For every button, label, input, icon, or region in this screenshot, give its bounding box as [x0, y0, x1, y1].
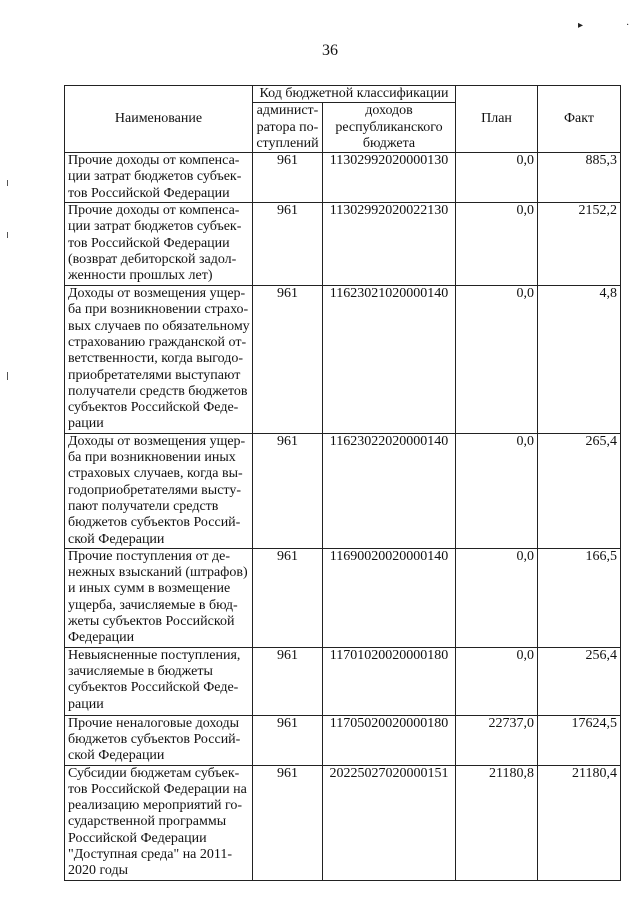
header-admin-line: ратора по-	[256, 119, 319, 135]
table-row	[65, 765, 621, 880]
cell-name-line: ской Федерации	[68, 531, 165, 547]
cell-name-line: "Доступная среда" на 2011-	[68, 846, 233, 862]
cell-plan: 22737,0	[456, 715, 538, 765]
cell-name-line: страховых случаев, когда вы-	[68, 466, 243, 482]
header-income-line: республиканского	[335, 119, 443, 135]
cell-name-line: рации	[68, 696, 104, 712]
table-row	[65, 715, 621, 765]
cell-name-line: женности прошлых лет)	[68, 268, 213, 284]
cell-admin: 961	[253, 286, 323, 434]
cell-code: 11302992020022130	[323, 203, 456, 286]
cell-name-line: зачисляемые в бюджеты	[68, 663, 213, 679]
cell-name-line: ба при возникновении иных	[68, 450, 236, 466]
cell-fact: 256,4	[538, 647, 621, 715]
cell-name	[65, 765, 253, 880]
cell-code: 11701020020000180	[323, 647, 456, 715]
cell-fact: 2152,2	[538, 203, 621, 286]
cell-plan: 0,0	[456, 203, 538, 286]
cell-plan: 0,0	[456, 433, 538, 548]
cell-name-line: нежных взысканий (штрафов)	[68, 565, 248, 581]
cell-name-line: страхованию гражданской от-	[68, 334, 247, 350]
cell-code: 11705020020000180	[323, 715, 456, 765]
cell-fact: 166,5	[538, 548, 621, 647]
cell-name-line: тов Российской Федерации	[68, 235, 230, 251]
table-row	[65, 647, 621, 715]
cell-name	[65, 715, 253, 765]
header-income-line: доходов	[365, 103, 413, 119]
cell-name	[65, 286, 253, 434]
cell-fact: 265,4	[538, 433, 621, 548]
header-admin-line: ступлений	[256, 135, 319, 151]
cell-fact: 4,8	[538, 286, 621, 434]
cell-name-line: Прочие поступления от де-	[68, 548, 231, 564]
cell-name-line: сударственной программы	[68, 814, 227, 830]
cell-name-line: Доходы от возмещения ущер-	[68, 433, 246, 449]
cell-name-line: ции затрат бюджетов субъек-	[68, 169, 242, 185]
cell-code: 11623022020000140	[323, 433, 456, 548]
scan-mark: ▸	[578, 20, 584, 31]
header-admin-line: админист-	[256, 103, 319, 119]
table-row	[65, 286, 621, 434]
cell-admin: 961	[253, 548, 323, 647]
cell-code: 11690020020000140	[323, 548, 456, 647]
cell-name-line: Субсидии бюджетам субъек-	[68, 765, 240, 781]
cell-code: 20225027020000151	[323, 765, 456, 880]
cell-name-line: субъектов Российской Феде-	[68, 400, 239, 416]
cell-name-line: Невыясненные поступления,	[68, 647, 241, 663]
cell-fact: 21180,4	[538, 765, 621, 880]
cell-name-line: Прочие доходы от компенса-	[68, 203, 240, 219]
table-body	[65, 153, 621, 880]
cell-name-line: ба при возникновении страхо-	[68, 302, 249, 318]
scan-mark: ·	[626, 20, 630, 31]
cell-name-line: пают получатели средств	[68, 498, 219, 514]
cell-name-line: Российской Федерации	[68, 830, 207, 846]
cell-admin: 961	[253, 647, 323, 715]
cell-name-line: ущерба, зачисляемые в бюд-	[68, 597, 238, 613]
cell-name-line: субъектов Российской Феде-	[68, 680, 239, 696]
cell-name-line: тов Российской Федерации	[68, 185, 230, 201]
cell-name-line: получатели средств бюджетов	[68, 383, 248, 399]
cell-name-line: (возврат дебиторской задол-	[68, 251, 237, 267]
cell-plan: 0,0	[456, 286, 538, 434]
cell-name-line: бюджетов субъектов Россий-	[68, 731, 241, 747]
cell-admin: 961	[253, 765, 323, 880]
header-income-line: бюджета	[362, 135, 416, 151]
header-name: Наименование	[65, 86, 253, 153]
cell-admin: 961	[253, 153, 323, 203]
cell-plan: 0,0	[456, 153, 538, 203]
cell-name-line: Прочие неналоговые доходы	[68, 715, 240, 731]
table-row	[65, 548, 621, 647]
cell-name-line: ветственности, когда выгодо-	[68, 351, 244, 367]
scan-artifact	[7, 372, 8, 380]
cell-fact: 17624,5	[538, 715, 621, 765]
cell-name-line: вых случаев по обязательному	[68, 318, 250, 334]
cell-name-line: годоприобретателями высту-	[68, 482, 242, 498]
cell-name-line: реализацию мероприятий го-	[68, 798, 243, 814]
cell-code: 11623021020000140	[323, 286, 456, 434]
cell-name-line: Прочие доходы от компенса-	[68, 153, 240, 169]
cell-name-line: жеты субъектов Российской	[68, 614, 235, 630]
cell-name	[65, 548, 253, 647]
cell-name-line: 2020 годы	[68, 863, 129, 879]
cell-plan: 0,0	[456, 647, 538, 715]
cell-code: 11302992020000130	[323, 153, 456, 203]
scan-artifact	[7, 232, 8, 238]
cell-name	[65, 433, 253, 548]
scan-artifact	[7, 180, 8, 186]
header-plan: План	[456, 86, 538, 153]
cell-name-line: приобретателями выступают	[68, 367, 241, 383]
cell-fact: 885,3	[538, 153, 621, 203]
header-income	[323, 103, 456, 153]
cell-name	[65, 203, 253, 286]
cell-name-line: ции затрат бюджетов субъек-	[68, 219, 242, 235]
cell-admin: 961	[253, 203, 323, 286]
cell-name-line: и иных сумм в возмещение	[68, 581, 231, 597]
cell-name-line: Федерации	[68, 630, 135, 646]
cell-name-line: Доходы от возмещения ущер-	[68, 286, 246, 302]
table-row	[65, 433, 621, 548]
cell-plan: 21180,8	[456, 765, 538, 880]
page-number: 36	[322, 42, 338, 59]
cell-name-line: рации	[68, 416, 104, 432]
cell-plan: 0,0	[456, 548, 538, 647]
table-row	[65, 153, 621, 203]
cell-name	[65, 153, 253, 203]
table-row	[65, 203, 621, 286]
cell-name-line: тов Российской Федерации на	[68, 781, 247, 797]
cell-name-line: ской Федерации	[68, 748, 165, 764]
header-admin	[253, 103, 323, 153]
cell-name-line: бюджетов субъектов Россий-	[68, 515, 241, 531]
header-code-group: Код бюджетной классификации	[253, 86, 456, 103]
cell-name	[65, 647, 253, 715]
cell-admin: 961	[253, 433, 323, 548]
header-fact: Факт	[538, 86, 621, 153]
cell-admin: 961	[253, 715, 323, 765]
budget-income-table	[64, 85, 621, 881]
